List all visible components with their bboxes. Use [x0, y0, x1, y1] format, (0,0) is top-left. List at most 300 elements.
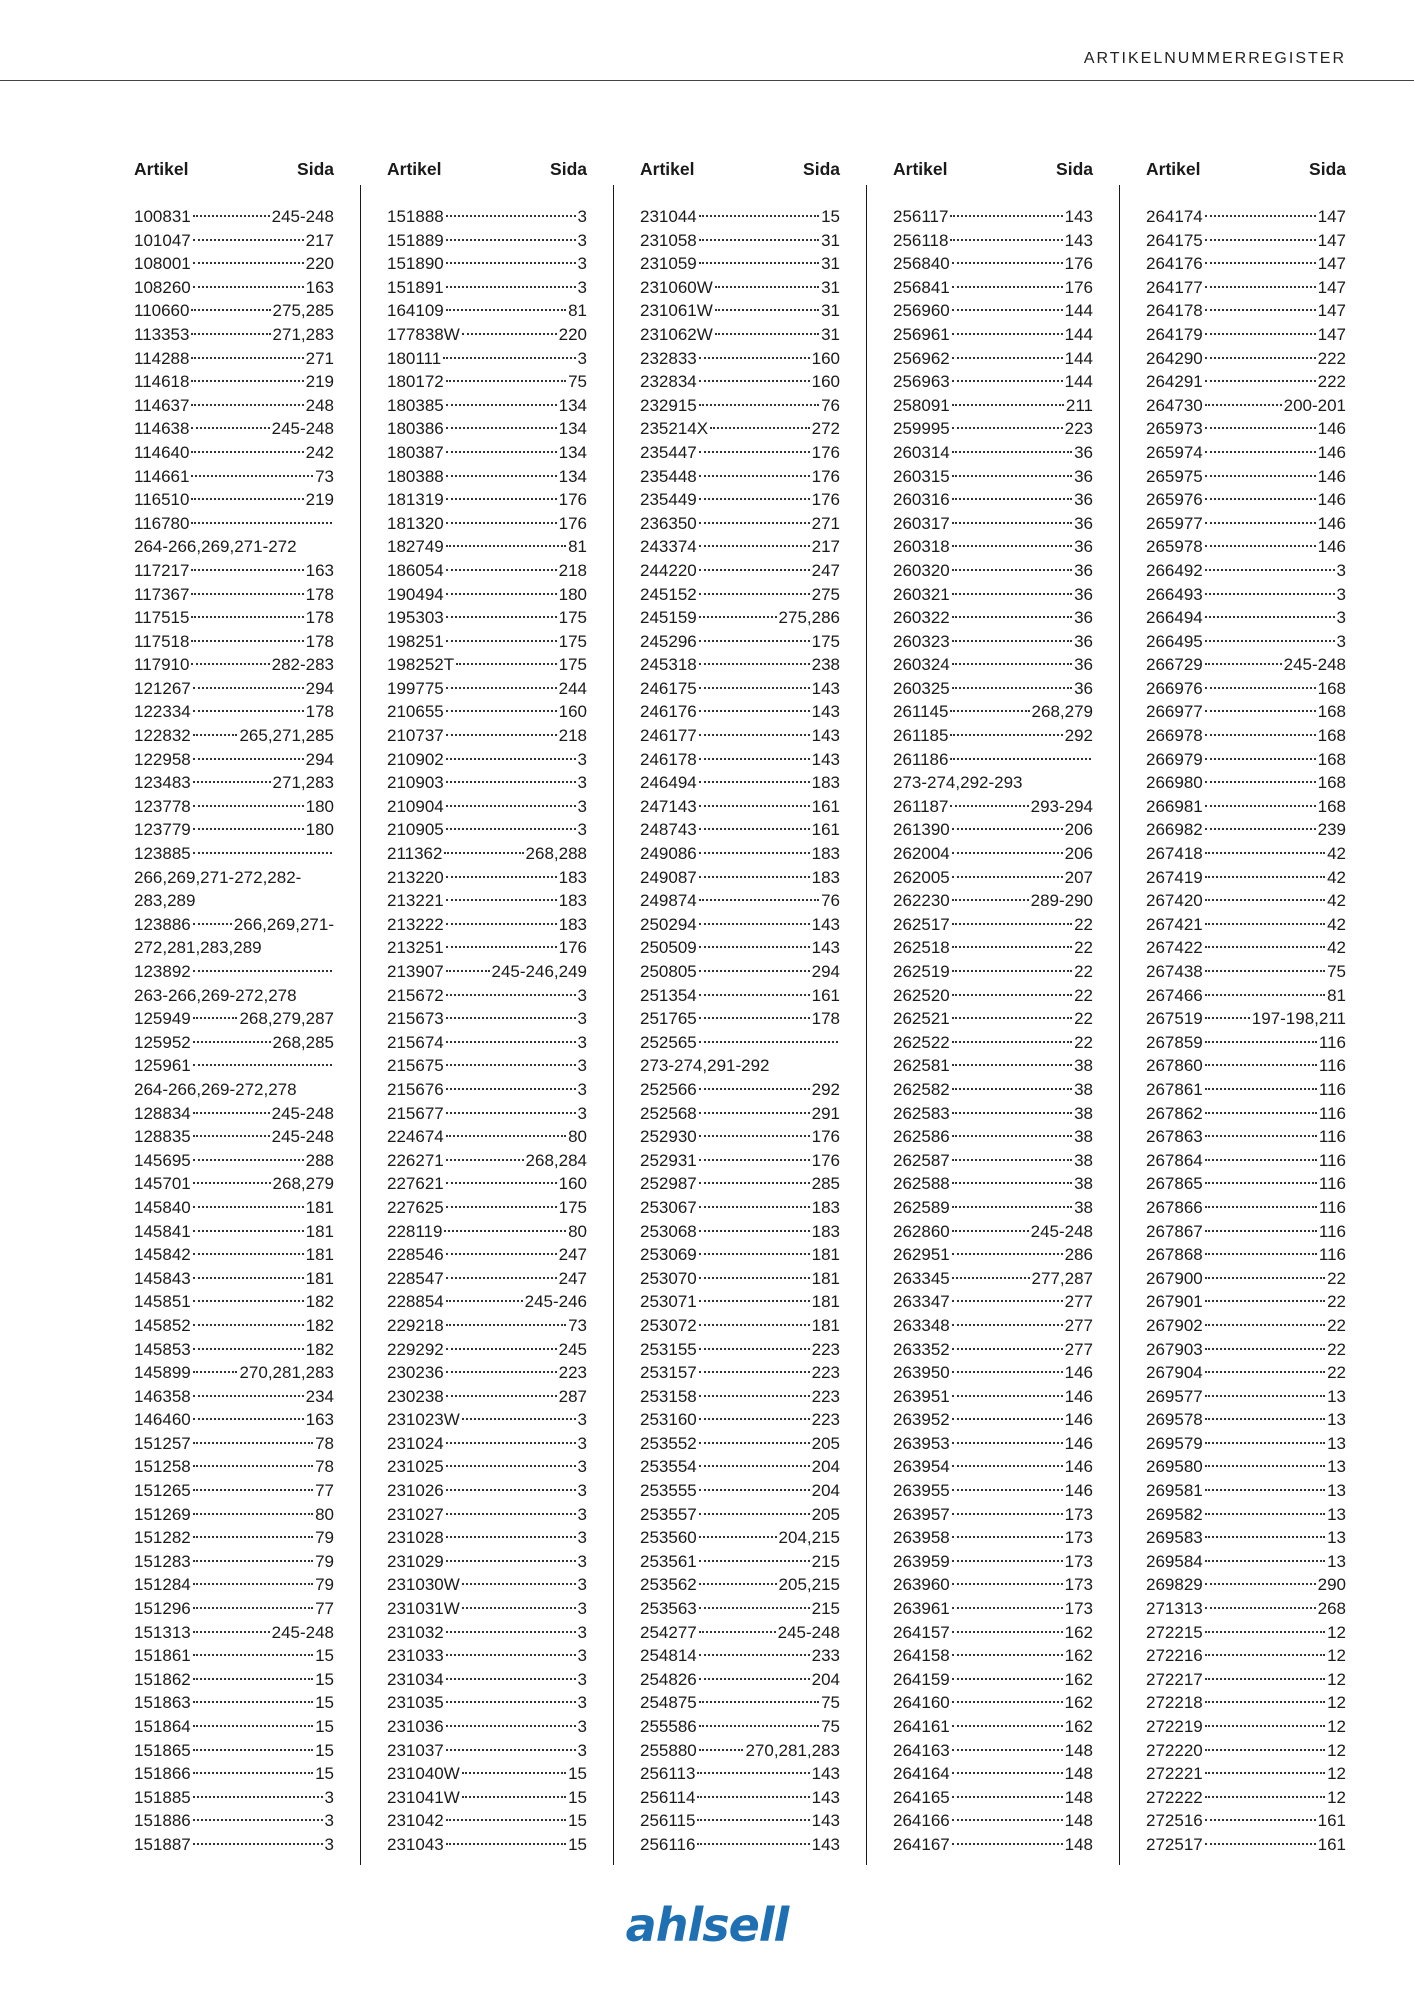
page-reference: 181 — [811, 1268, 840, 1288]
article-number: 256116 — [640, 1834, 696, 1854]
article-number: 272221 — [1146, 1764, 1203, 1784]
index-entry — [134, 1385, 334, 1409]
page-reference: 22 — [1074, 1009, 1093, 1029]
index-entry — [134, 1833, 334, 1857]
page-reference: 161 — [811, 796, 840, 816]
index-entry — [640, 818, 840, 842]
index-entry — [640, 866, 840, 890]
index-entry — [1146, 1833, 1346, 1857]
index-entry — [134, 441, 334, 465]
article-number: 262951 — [893, 1245, 950, 1265]
index-entry — [1146, 1338, 1346, 1362]
article-number: 272217 — [1146, 1669, 1203, 1689]
column-divider — [360, 185, 361, 1865]
page-reference: 223 — [558, 1363, 587, 1383]
page-header-label: Sida — [297, 159, 334, 179]
dot-leader — [193, 1064, 332, 1066]
dot-leader — [446, 1135, 566, 1137]
index-entry — [387, 1243, 587, 1267]
dot-leader — [699, 1348, 810, 1350]
page-reference: 282-283 — [271, 655, 334, 675]
page-reference: 173 — [1064, 1528, 1093, 1548]
article-number: 231023W — [387, 1410, 460, 1430]
page-reference: 36 — [1074, 678, 1093, 698]
article-number: 263951 — [893, 1386, 950, 1406]
index-entry — [893, 1691, 1093, 1715]
article-number: 125952 — [134, 1032, 191, 1052]
article-number: 256960 — [893, 301, 950, 321]
dot-leader — [193, 1017, 238, 1019]
article-number: 267419 — [1146, 867, 1203, 887]
page-reference: 3 — [577, 1717, 587, 1736]
article-number: 263950 — [893, 1363, 950, 1383]
dot-leader — [952, 1465, 1063, 1467]
dot-leader — [191, 357, 303, 359]
article-number: 264291 — [1146, 372, 1203, 392]
page-reference: 271,283 — [272, 773, 334, 793]
dot-leader — [952, 1678, 1063, 1680]
index-entry — [640, 1503, 840, 1527]
page-reference: 245-248 — [271, 207, 334, 226]
article-number: 224674 — [387, 1127, 444, 1147]
dot-leader — [952, 1182, 1072, 1184]
index-entry — [893, 866, 1093, 890]
dot-leader — [952, 1371, 1063, 1373]
article-number: 267901 — [1146, 1292, 1203, 1312]
article-number: 122832 — [134, 726, 191, 746]
article-number: 226271 — [387, 1150, 444, 1170]
page-reference: 291 — [811, 1103, 840, 1123]
index-entry — [134, 1550, 334, 1574]
dot-leader — [952, 333, 1063, 335]
article-number: 180172 — [387, 372, 444, 392]
dot-leader — [446, 828, 576, 830]
article-number: 123886 — [134, 914, 191, 934]
page-reference-continued: 263-266,269-272,278 — [134, 985, 297, 1005]
page-reference: 143 — [811, 1787, 840, 1807]
index-entry — [893, 276, 1093, 300]
page-reference: 178 — [305, 608, 334, 628]
page-reference: 12 — [1327, 1764, 1346, 1784]
page-reference: 173 — [1064, 1504, 1093, 1524]
index-entry — [1146, 866, 1346, 890]
dot-leader — [193, 1371, 238, 1373]
page-reference: 3 — [577, 1504, 587, 1524]
article-number: 264290 — [1146, 348, 1203, 368]
page-reference: 275,285 — [272, 301, 334, 321]
article-number: 246177 — [640, 726, 697, 746]
dot-leader — [699, 1041, 838, 1043]
index-entry — [1146, 936, 1346, 960]
index-entry — [387, 653, 587, 677]
dot-leader — [191, 663, 269, 665]
page-reference: 116 — [1318, 1127, 1346, 1147]
index-entry — [1146, 724, 1346, 748]
page-reference: 146 — [1064, 1410, 1093, 1430]
page-reference: 116 — [1318, 1079, 1346, 1099]
index-entry — [640, 441, 840, 465]
article-number: 269582 — [1146, 1504, 1203, 1524]
page-reference: 22 — [1327, 1339, 1346, 1359]
dot-leader — [697, 1843, 809, 1845]
dot-leader — [950, 805, 1028, 807]
page-reference: 12 — [1327, 1646, 1346, 1666]
index-entry — [1146, 1172, 1346, 1196]
index-entry — [134, 205, 334, 229]
page-reference: 42 — [1327, 867, 1346, 887]
dot-leader — [952, 569, 1072, 571]
article-number: 266493 — [1146, 584, 1203, 604]
dot-leader — [699, 616, 777, 618]
dot-leader — [952, 923, 1072, 925]
article-number: 125961 — [134, 1056, 191, 1076]
dot-leader — [193, 1112, 270, 1114]
article-number: 267903 — [1146, 1339, 1203, 1359]
page-reference: 116 — [1318, 1150, 1346, 1170]
page-reference: 75 — [1327, 962, 1346, 981]
page-reference: 31 — [821, 230, 840, 250]
index-entry — [1146, 1479, 1346, 1503]
page-reference: 22 — [1327, 1292, 1346, 1312]
article-number: 231031W — [387, 1599, 460, 1619]
page-reference: 266,269,271- — [233, 914, 334, 934]
index-entry — [387, 323, 587, 347]
index-entry — [893, 842, 1093, 866]
dot-leader — [699, 215, 819, 217]
dot-leader — [952, 946, 1072, 948]
dot-leader — [462, 1607, 576, 1609]
page-reference: 116 — [1318, 1245, 1346, 1265]
index-entry — [1146, 1573, 1346, 1597]
page-reference: 36 — [1074, 466, 1093, 486]
index-entry — [640, 276, 840, 300]
article-number: 255586 — [640, 1717, 697, 1736]
dot-leader — [446, 593, 557, 595]
index-entry — [134, 229, 334, 253]
dot-leader — [1205, 545, 1316, 547]
article-number: 117217 — [134, 560, 190, 580]
article-number: 123778 — [134, 796, 191, 816]
dot-leader — [193, 1749, 313, 1751]
index-entry — [1146, 323, 1346, 347]
index-entry — [1146, 1503, 1346, 1527]
index-entry — [387, 1220, 587, 1244]
index-entry — [387, 1715, 587, 1739]
dot-leader — [952, 1583, 1063, 1585]
article-number: 230238 — [387, 1386, 444, 1406]
dot-leader — [446, 687, 557, 689]
page-reference: 13 — [1327, 1551, 1346, 1571]
dot-leader — [952, 1088, 1072, 1090]
page-reference: 3 — [577, 1646, 587, 1666]
dot-leader — [699, 451, 810, 453]
index-entry — [1146, 583, 1346, 607]
dot-leader — [715, 286, 819, 288]
index-entry — [1146, 465, 1346, 489]
dot-leader — [952, 1607, 1063, 1609]
page-reference: 294 — [305, 749, 334, 769]
page-reference: 143 — [1064, 230, 1093, 250]
page-reference: 247 — [811, 560, 840, 580]
column-header — [134, 155, 334, 183]
page-reference: 183 — [811, 844, 840, 864]
index-entry — [387, 771, 587, 795]
page-reference: 38 — [1074, 1197, 1093, 1217]
dot-leader — [710, 427, 810, 429]
article-number: 264163 — [893, 1740, 950, 1760]
page-reference: 3 — [577, 773, 587, 793]
article-number: 264160 — [893, 1693, 950, 1713]
article-number: 108001 — [134, 254, 191, 274]
page-reference: 3 — [577, 1009, 587, 1029]
index-entry — [387, 1102, 587, 1126]
article-header: Artikel — [893, 159, 948, 179]
article-number: 267865 — [1146, 1174, 1203, 1194]
page-reference-continued: 283,289 — [134, 891, 196, 911]
page-reference: 181 — [305, 1245, 334, 1265]
index-entry — [387, 1455, 587, 1479]
article-number: 198252T — [387, 655, 455, 675]
page-reference: 36 — [1074, 608, 1093, 628]
page-reference: 38 — [1074, 1056, 1093, 1076]
index-entry — [134, 1125, 334, 1149]
page-reference: 12 — [1327, 1740, 1346, 1760]
index-entry — [134, 1408, 334, 1432]
index-entry — [134, 1762, 334, 1786]
page-reference: 218 — [558, 726, 587, 746]
dot-leader — [952, 357, 1063, 359]
article-number: 250805 — [640, 962, 697, 981]
dot-leader — [446, 710, 557, 712]
article-number: 114640 — [134, 442, 190, 462]
dot-leader — [191, 380, 303, 382]
page-reference: 3 — [577, 1622, 587, 1642]
index-entry — [1146, 535, 1346, 559]
article-number: 262587 — [893, 1150, 950, 1170]
article-number: 231030W — [387, 1575, 460, 1595]
dot-leader — [193, 239, 304, 241]
index-entry — [640, 1385, 840, 1409]
page-reference: 147 — [1317, 254, 1346, 274]
index-entry — [387, 1526, 587, 1550]
dot-leader — [952, 1277, 1030, 1279]
dot-leader — [1205, 758, 1316, 760]
page-reference: 182 — [305, 1339, 334, 1359]
article-number: 269584 — [1146, 1551, 1203, 1571]
index-entry — [640, 842, 840, 866]
article-number: 263347 — [893, 1292, 950, 1312]
dot-leader — [1205, 1513, 1325, 1515]
index-entry — [1146, 559, 1346, 583]
article-number: 215676 — [387, 1079, 444, 1099]
article-number: 264166 — [893, 1811, 950, 1831]
dot-leader — [952, 828, 1063, 830]
index-entry — [134, 1290, 334, 1314]
index-entry — [387, 1054, 587, 1078]
dot-leader — [446, 569, 557, 571]
dot-leader — [1205, 1135, 1317, 1137]
index-entry — [387, 1762, 587, 1786]
index-entry — [640, 512, 840, 536]
index-entry — [893, 488, 1093, 512]
article-number: 266976 — [1146, 678, 1203, 698]
article-number: 267863 — [1146, 1127, 1203, 1147]
page-header-label: Sida — [1309, 159, 1346, 179]
index-entry — [640, 1550, 840, 1574]
article-number: 151282 — [134, 1528, 191, 1548]
dot-leader — [193, 1442, 313, 1444]
page-reference: 181 — [305, 1268, 334, 1288]
index-entry — [134, 559, 334, 583]
article-number: 210902 — [387, 749, 444, 769]
page-reference: 200-201 — [1283, 395, 1346, 415]
article-number: 198251 — [387, 631, 444, 651]
article-number: 114637 — [134, 395, 190, 415]
index-entry — [893, 748, 1093, 772]
index-entry — [134, 1243, 334, 1267]
page-reference: 245-248 — [777, 1622, 840, 1642]
article-number: 125949 — [134, 1009, 191, 1029]
article-number: 261186 — [893, 749, 949, 769]
index-entry — [1146, 1691, 1346, 1715]
page-reference: 289-290 — [1030, 891, 1093, 911]
dot-leader — [699, 1607, 810, 1609]
article-number: 266982 — [1146, 820, 1203, 840]
article-number: 269580 — [1146, 1457, 1203, 1477]
dot-leader — [699, 498, 810, 500]
page-reference: 147 — [1317, 207, 1346, 226]
index-entry — [893, 1007, 1093, 1031]
dot-leader — [446, 1701, 576, 1703]
article-number: 254277 — [640, 1622, 697, 1642]
index-entry — [893, 818, 1093, 842]
page-reference: 290 — [1317, 1575, 1346, 1595]
article-number: 145899 — [134, 1363, 191, 1383]
article-number: 123483 — [134, 773, 191, 793]
page-reference: 22 — [1074, 1032, 1093, 1052]
page-reference: 215 — [811, 1551, 840, 1571]
page-reference: 3 — [324, 1811, 334, 1831]
index-column-3 — [640, 155, 840, 1865]
index-entry — [640, 465, 840, 489]
dot-leader — [1205, 1253, 1317, 1255]
article-number: 101047 — [134, 230, 191, 250]
dot-leader — [191, 569, 303, 571]
index-entry — [640, 724, 840, 748]
page-reference: 183 — [811, 1221, 840, 1241]
page-reference: 143 — [1064, 207, 1093, 226]
page-reference: 146 — [1064, 1457, 1093, 1477]
index-entry — [1146, 818, 1346, 842]
article-number: 151284 — [134, 1575, 191, 1595]
index-entry — [387, 1432, 587, 1456]
dot-leader — [191, 522, 332, 524]
page-reference: 77 — [315, 1481, 334, 1501]
dot-leader — [1205, 970, 1325, 972]
dot-leader — [952, 1135, 1072, 1137]
dot-leader — [1205, 309, 1316, 311]
article-number: 252565 — [640, 1032, 697, 1052]
page-reference: 286 — [1064, 1245, 1093, 1265]
page-reference: 223 — [811, 1363, 840, 1383]
page-reference: 163 — [305, 1410, 334, 1430]
dot-leader — [1205, 1300, 1325, 1302]
dot-leader — [1205, 1112, 1317, 1114]
article-number: 122334 — [134, 702, 191, 722]
dot-leader — [699, 1631, 776, 1633]
index-entry — [1146, 417, 1346, 441]
page-reference: 15 — [568, 1834, 587, 1854]
page-header-label: Sida — [1056, 159, 1093, 179]
index-entry — [387, 488, 587, 512]
page-reference: 143 — [811, 678, 840, 698]
page-reference: 13 — [1327, 1433, 1346, 1453]
index-entry — [387, 960, 587, 984]
index-entry — [387, 913, 587, 937]
index-column-1 — [134, 155, 334, 1865]
article-number: 117518 — [134, 631, 190, 651]
dot-leader — [699, 663, 810, 665]
dot-leader — [699, 781, 810, 783]
dot-leader — [699, 262, 819, 264]
article-number: 263961 — [893, 1599, 950, 1619]
page-reference: 176 — [558, 490, 587, 510]
article-number: 262520 — [893, 985, 950, 1005]
page-reference: 22 — [1327, 1363, 1346, 1383]
page-reference: 217 — [305, 230, 334, 250]
dot-leader — [1205, 1182, 1317, 1184]
page-reference: 38 — [1074, 1079, 1093, 1099]
dot-leader — [193, 1324, 304, 1326]
page-reference: 134 — [558, 442, 587, 462]
index-entry — [134, 252, 334, 276]
page-reference-continued: 273-274,292-293 — [893, 773, 1023, 793]
dot-leader — [446, 286, 576, 288]
dot-leader — [699, 1749, 744, 1751]
dot-leader — [1205, 475, 1316, 477]
index-entry — [893, 1125, 1093, 1149]
page-reference: 3 — [1336, 560, 1346, 580]
index-entry — [387, 347, 587, 371]
page-reference: 234 — [305, 1386, 334, 1406]
article-number: 253067 — [640, 1197, 697, 1217]
page-reference: 15 — [821, 207, 840, 226]
page-reference: 245-248 — [1030, 1221, 1093, 1241]
index-entry — [640, 370, 840, 394]
index-entry — [134, 323, 334, 347]
article-number: 267904 — [1146, 1363, 1203, 1383]
page-reference: 38 — [1074, 1103, 1093, 1123]
page-reference: 168 — [1317, 796, 1346, 816]
index-entry — [1146, 653, 1346, 677]
index-entry — [893, 700, 1093, 724]
page-reference: 178 — [305, 631, 334, 651]
article-number: 195303 — [387, 608, 444, 628]
page-reference: 143 — [811, 702, 840, 722]
page-reference: 116 — [1318, 1056, 1346, 1076]
page-reference: 294 — [811, 962, 840, 981]
dot-leader — [191, 309, 270, 311]
index-entry — [387, 1786, 587, 1810]
dot-leader — [699, 923, 810, 925]
article-number: 235449 — [640, 490, 697, 510]
index-entry — [134, 748, 334, 772]
page-reference: 3 — [577, 1481, 587, 1501]
page-reference: 31 — [821, 301, 840, 321]
article-number: 235448 — [640, 466, 697, 486]
entry-list — [387, 205, 587, 1857]
dot-leader — [950, 758, 1091, 760]
